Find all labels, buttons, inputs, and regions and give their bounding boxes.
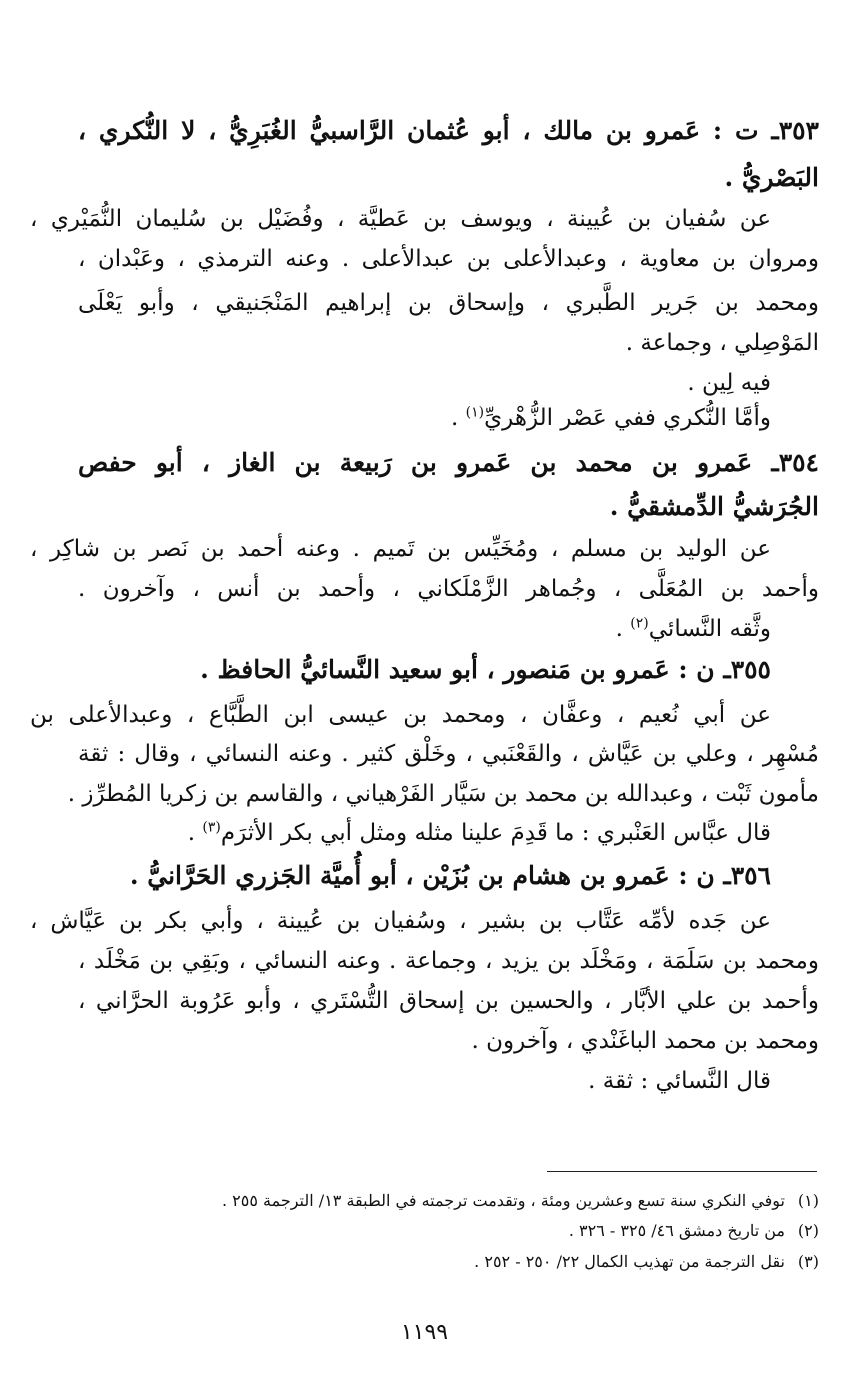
footnote-text: توفي النكري سنة تسع وعشرين ومئة ، وتقدمت ترجمته في الطبقة ١٣/ الترجمة ٢٥٥ . (221, 1191, 785, 1210)
entry-356-body-line: عن جَده لأمِّه عَتَّاب بن بشير ، وسُفيان بن عُيينة ، وأبي بكر بن عَيَّاش ، (30, 908, 771, 934)
entry-353-body-line: عن سُفيان بن عُيينة ، ويوسف بن عَطيَّة ، وفُضَيْل بن سُليمان النُّمَيْري ، (30, 206, 771, 232)
entry-355-body-line: مُسْهِر ، وعلي بن عَيَّاش ، والقَعْنَبي ، وخَلْق كثير . وعنه النسائي ، وقال : ثقة (78, 741, 819, 767)
footnote-divider (547, 1171, 817, 1172)
footnote (474, 1250, 819, 1274)
entry-356-body-line: ومحمد بن محمد الباغَنْدي ، وآخرون . (471, 1028, 819, 1054)
entry-356-heading: ٣٥٦ـ ن : عَمرو بن هشام بن بُزَيْن ، أبو أُميَّة الجَزري الحَرَّانيُّ . (129, 861, 771, 890)
footnote-ref: (١) (465, 404, 485, 421)
footnote-ref: (٣) (202, 819, 221, 836)
entry-356-body-line: وأحمد بن علي الأبَّار ، والحسين بن إسحاق التُّسْتَري ، وأبو عَرُوبة الحرَّاني ، (78, 988, 819, 1014)
entry-353-body-line: ومحمد بن جَرير الطَّبري ، وإسحاق بن إبراهيم المَنْجَنيقي ، وأبو يَعْلَى (78, 290, 819, 316)
footnote-number: (٣) (797, 1252, 819, 1271)
footnote (222, 1189, 819, 1213)
footnote (569, 1219, 819, 1243)
entry-355-note: قال عبَّاس العَنْبري : ما قَدِمَ علينا مثله ومثل أبي بكر الأثرَم$^{(٣)}$ . (187, 819, 771, 846)
footnote-text: نقل الترجمة من تهذيب الكمال ٢٢/ ٢٥٠ - ٢٥٢ . (474, 1252, 785, 1271)
entry-355-body-line: مأمون ثَبْت ، وعبدالله بن محمد بن سَيَّار الفَرْهياني ، والقاسم بن زكريا المُطرِّز . (67, 781, 819, 807)
footnote-number: (٢) (797, 1221, 819, 1240)
entry-353-body-line: ومروان بن معاوية ، وعبدالأعلى بن عبدالأعلى . وعنه الترمذي ، وعَبْدان ، (78, 246, 819, 272)
entry-356-note: قال النَّسائي : ثقة . (588, 1068, 771, 1094)
entry-355-heading: ٣٥٥ـ ن : عَمرو بن مَنصور ، أبو سعيد النَّسائيُّ الحافظ . (200, 655, 771, 684)
footnote-ref: (٢) (630, 615, 649, 632)
entry-354-note: وثَّقه النَّسائي$^{(٢)}$ . (615, 615, 771, 642)
entry-353-heading-cont: البَصْريُّ . (724, 163, 819, 192)
entry-353-heading: ٣٥٣ـ ت : عَمرو بن مالك ، أبو عُثمان الرَّاسبيُّ الغُبَرِيُّ ، لا النُّكري ، (78, 116, 819, 145)
footnote-number: (١) (797, 1191, 819, 1210)
entry-355-body-line: عن أبي نُعيم ، وعفَّان ، ومحمد بن عيسى ابن الطَّبَّاع ، وعبدالأعلى بن (30, 702, 771, 728)
page-number: ١١٩٩ (400, 1320, 449, 1345)
entry-353-body-line: المَوْصِلي ، وجماعة . (625, 330, 819, 356)
entry-354-heading-cont: الجُرَشيُّ الدِّمشقيُّ . (609, 492, 819, 521)
entry-354-body-line: وأحمد بن المُعَلَّى ، وجُماهر الزَّمْلَكاني ، وأحمد بن أنس ، وآخرون . (78, 576, 819, 602)
entry-353-note: فيه لِين . (687, 370, 771, 396)
entry-354-body-line: عن الوليد بن مسلم ، ومُخَيِّس بن تَميم . وعنه أحمد بن نَصر بن شاكِر ، (30, 536, 771, 562)
footnote-text: من تاريخ دمشق ٤٦/ ٣٢٥ - ٣٢٦ . (568, 1221, 785, 1240)
entry-356-body-line: ومحمد بن سَلَمَة ، ومَخْلَد بن يزيد ، وجماعة . وعنه النسائي ، وبَقِي بن مَخْلَد ، (78, 948, 819, 974)
entry-353-note: وأمَّا النُّكري ففي عَصْر الزُّهْريِّ$^{(١)}$ . (451, 404, 771, 431)
entry-354-heading: ٣٥٤ـ عَمرو بن محمد بن عَمرو بن رَبيعة بن الغاز ، أبو حفص (78, 448, 819, 477)
